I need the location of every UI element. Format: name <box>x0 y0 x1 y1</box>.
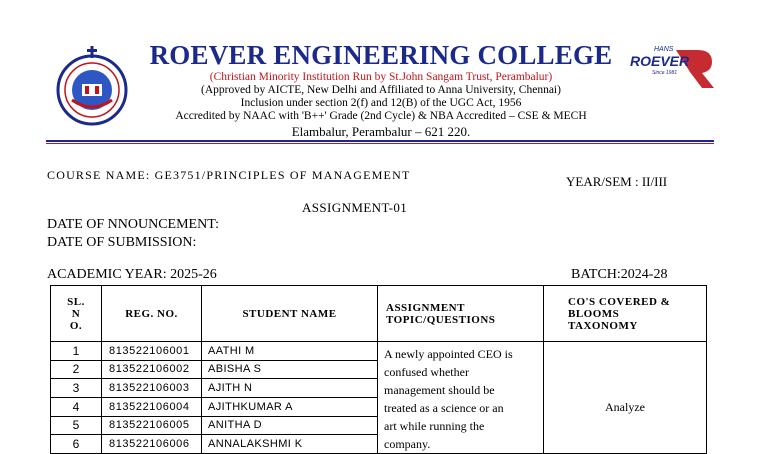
row-reg-no: 813522106005 <box>102 416 202 435</box>
date-of-submission: DATE OF SUBMISSION: <box>47 235 197 250</box>
row-sl-no: 4 <box>51 397 102 416</box>
year-sem: YEAR/SEM : II/III <box>566 174 668 189</box>
college-name: ROEVER ENGINEERING COLLEGE <box>149 40 613 70</box>
header-student-name: STUDENT NAME <box>202 286 378 342</box>
header-line-approval: (Approved by AICTE, New Delhi and Affiliated to Anna University, Chennai) <box>201 84 561 96</box>
row-sl-no: 5 <box>51 416 102 435</box>
row-student-name: AJITHKUMAR A <box>202 397 378 416</box>
table-header-row <box>51 286 707 342</box>
header-assignment-topic: ASSIGNMENT TOPIC/QUESTIONS <box>378 286 544 342</box>
assignment-table <box>50 285 707 454</box>
row-reg-no: 813522106006 <box>102 435 202 454</box>
header-line-minority: (Christian Minority Institution Run by St.John Sangam Trust, Perambalur) <box>209 71 553 83</box>
brand-top-text: HANS <box>654 46 674 53</box>
brand-since-text: Since 1981 <box>652 70 678 76</box>
assignment-title: ASSIGNMENT-01 <box>302 200 408 215</box>
row-sl-no: 3 <box>51 379 102 398</box>
header-co-blooms: CO'S COVERED & BLOOMS TAXONOMY <box>544 286 707 342</box>
row-student-name: ANITHA D <box>202 416 378 435</box>
row-student-name: AATHI M <box>202 342 378 361</box>
header-sl-no: SL. N O. <box>51 286 102 342</box>
assignment-question: A newly appointed CEO is confused whether management should be treated as a science or an art while running the company. <box>378 342 544 454</box>
row-reg-no: 813522106002 <box>102 360 202 379</box>
row-reg-no: 813522106004 <box>102 397 202 416</box>
academic-year: ACADEMIC YEAR: 2025-26 <box>47 267 217 282</box>
row-sl-no: 2 <box>51 360 102 379</box>
header-reg-no: REG. NO. <box>102 286 202 342</box>
header-divider-blue <box>46 140 714 142</box>
header-line-address: Elambalur, Perambalur – 621 220. <box>291 124 471 139</box>
table-row <box>51 342 707 361</box>
header-line-ugc: Inclusion under section 2(f) and 12(B) of the UGC Act, 1956 <box>240 97 522 109</box>
row-sl-no: 1 <box>51 342 102 361</box>
header-divider-red <box>46 143 714 144</box>
course-name: COURSE NAME: GE3751/PRINCIPLES OF MANAGEMENT <box>47 168 411 182</box>
batch: BATCH:2024-28 <box>571 267 668 282</box>
header-line-accreditation: Accredited by NAAC with 'B++' Grade (2nd Cycle) & NBA Accredited – CSE & MECH <box>175 110 587 122</box>
row-student-name: ANNALAKSHMI K <box>202 435 378 454</box>
row-reg-no: 813522106001 <box>102 342 202 361</box>
brand-name-text: ROEVER <box>630 53 690 69</box>
date-of-announcement: DATE OF NNOUNCEMENT: <box>47 217 219 232</box>
row-reg-no: 813522106003 <box>102 379 202 398</box>
blooms-level: Analyze <box>544 342 707 454</box>
row-student-name: ABISHA S <box>202 360 378 379</box>
roever-brand-logo <box>628 44 714 88</box>
dates-block <box>47 216 219 252</box>
row-student-name: AJITH N <box>202 379 378 398</box>
row-sl-no: 6 <box>51 435 102 454</box>
college-logo <box>50 44 134 128</box>
